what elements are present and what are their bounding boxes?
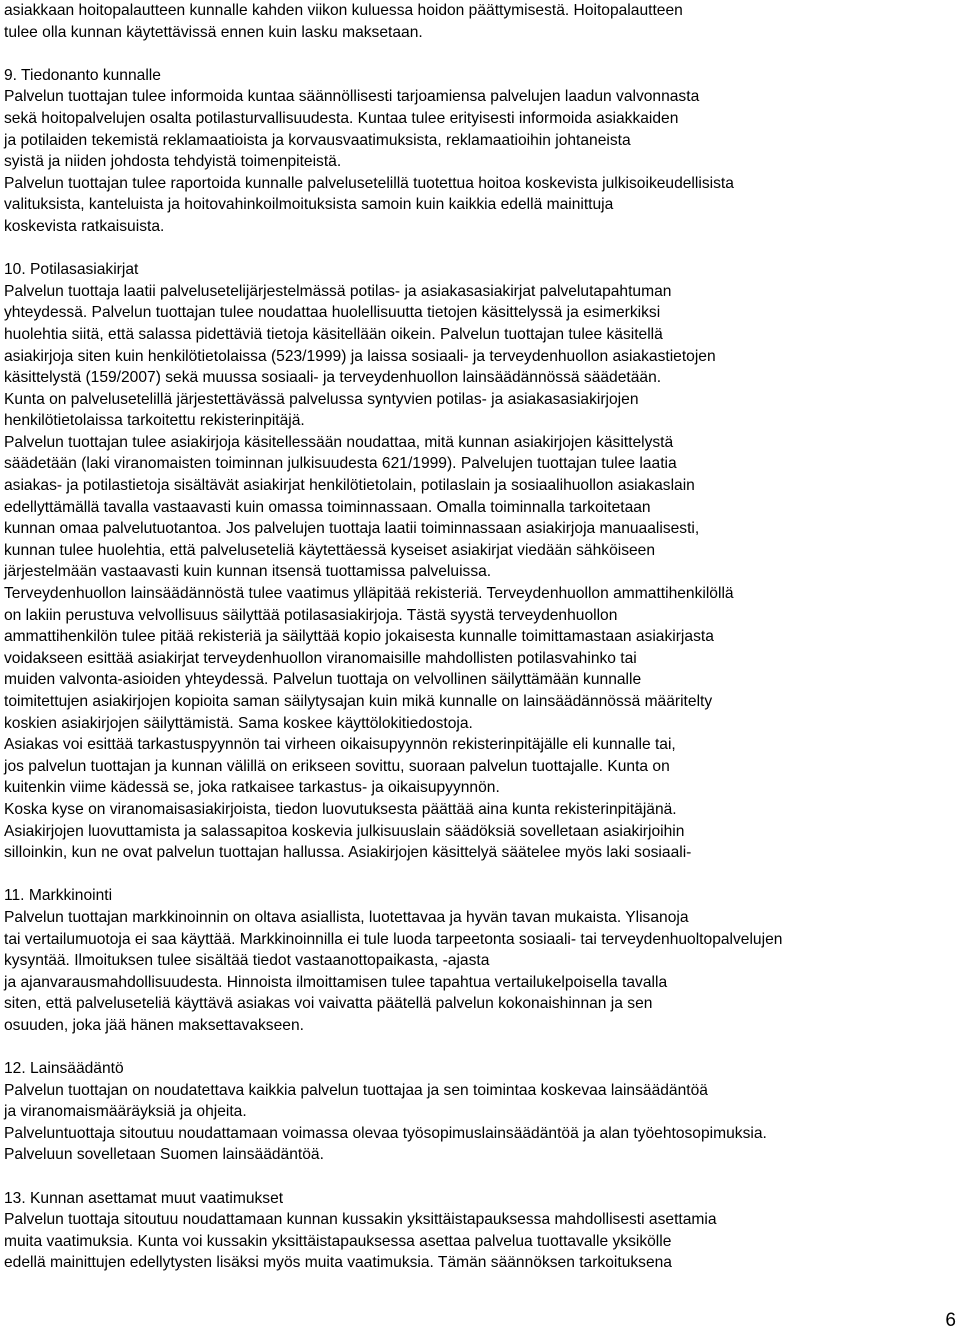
text-line: Asiakirjojen luovuttamista ja salassapitoa koskevia julkisuuslain säädöksiä sovelletaan asiakirjoihin xyxy=(4,822,685,840)
section-heading: 10. Potilasasiakirjat xyxy=(4,261,139,279)
text-line: muita vaatimuksia. Kunta voi kussakin yksittäistapauksessa asettaa palvelua tuottavalle yksikölle xyxy=(4,1232,672,1250)
text-line: asiakirjoja siten kuin henkilötietolaissa (523/1999) ja laissa sosiaali- ja terveydenhuollon asiakastietojen xyxy=(4,347,716,365)
text-line: kysyntää. Ilmoituksen tulee sisältää tiedot vastaanottopaikasta, -ajasta xyxy=(4,952,490,970)
text-line: silloinkin, kun ne ovat palvelun tuottajan hallussa. Asiakirjojen käsittelyä säätelee myös laki sosiaali- xyxy=(4,844,692,862)
section-9 xyxy=(4,65,944,238)
text-line: siten, että palveluseteliä käyttävä asiakas voi vaivatta päätellä palvelun kokonaishinnan ja sen xyxy=(4,995,653,1013)
text-line: asiakas- ja potilastietoja sisältävät asiakirjat henkilötietolain, potilaslain ja sosiaalihuollon asiakaslain xyxy=(4,477,695,495)
text-line: Palvelun tuottajan tulee informoida kuntaa säännöllisesti tarjoamiensa palvelujen laadun valvonnasta xyxy=(4,88,700,106)
text-line: ammattihenkilön tulee pitää rekisteriä ja säilyttää kopio jokaisesta kunnalle toimittamastaan asiakirjasta xyxy=(4,628,714,646)
text-line: jos palvelun tuottajan ja kunnan välillä on erikseen sovittu, suoraan palvelun tuottajalle. Kunta on xyxy=(4,757,670,775)
text-line: ja potilaiden tekemistä reklamaatioista ja korvausvaatimuksista, reklamaatioihin johtaneista xyxy=(4,131,631,149)
text-line: sekä hoitopalvelujen osalta potilasturvallisuudesta. Kuntaa tulee erityisesti informoida asiakkaiden xyxy=(4,109,679,127)
section-11 xyxy=(4,885,944,1036)
text-line: säädetään (laki viranomaisten toiminnan julkisuudesta 621/1999). Palvelujen tuottajan tulee laatia xyxy=(4,455,677,473)
text-line: ja ajanvarausmahdollisuudesta. Hinnoista ilmoittamisen tulee tapahtua vertailukelpoisella tavalla xyxy=(4,973,668,991)
text-line: edellyttämällä tavalla vastaavasti kuin omassa toiminnassaan. Omalla toiminnalla tarkoitetaan xyxy=(4,498,651,516)
text-line: syistä ja niiden johdosta tehdyistä toimenpiteistä. xyxy=(4,153,342,171)
text-line: asiakkaan hoitopalautteen kunnalle kahden viikon kuluessa hoidon päättymisestä. Hoitopalautteen xyxy=(4,2,683,19)
text-line: Koska kyse on viranomaisasiakirjoista, tiedon luovutuksesta päättää aina kunta rekisterinpitäjänä. xyxy=(4,800,677,818)
text-line: Asiakas voi esittää tarkastuspyynnön tai virheen oikaisupyynnön rekisterinpitäjälle eli kunnalle tai, xyxy=(4,736,676,754)
text-line: osuuden, joka jää hänen maksettavakseen. xyxy=(4,1016,304,1034)
text-line: ja viranomaismääräyksiä ja ohjeita. xyxy=(4,1103,247,1121)
section-heading: 11. Markkinointi xyxy=(4,887,113,905)
intro-paragraph xyxy=(4,0,944,43)
section-heading: 12. Lainsäädäntö xyxy=(4,1060,124,1078)
text-line: Palvelun tuottaja laatii palvelusetelijärjestelmässä potilas- ja asiakasasiakirjat palvelutapahtuman xyxy=(4,282,672,300)
text-line: henkilötietolaissa tarkoitettu rekisterinpitäjä. xyxy=(4,412,305,430)
section-heading: 9. Tiedonanto kunnalle xyxy=(4,66,161,84)
text-line: tai vertailumuotoja ei saa käyttää. Markkinoinnilla ei tule luoda tarpeetonta sosiaali- tai terveydenhuoltopalvelujen xyxy=(4,930,783,948)
text-line: Terveydenhuollon lainsäädännöstä tulee vaatimus ylläpitää rekisteriä. Terveydenhuollon ammattihenkilöllä xyxy=(4,585,734,603)
section-13 xyxy=(4,1188,944,1274)
text-line: edellä mainittujen edellytysten lisäksi myös muita vaatimuksia. Tämän säännöksen tarkoituksena xyxy=(4,1254,672,1272)
text-line: Palvelun tuottajan on noudatettava kaikkia palvelun tuottajaa ja sen toimintaa koskevaa lainsäädäntöä xyxy=(4,1081,708,1099)
text-line: Palvelun tuottajan tulee asiakirjoja käsitellessään noudattaa, mitä kunnan asiakirjojen käsittelystä xyxy=(4,433,674,451)
text-line: toimitettujen asiakirjojen kopioita saman säilytysajan kuin mikä kunnalle on lainsäädännössä määritelty xyxy=(4,693,713,710)
text-line: Palveluun sovelletaan Suomen lainsäädäntöä. xyxy=(4,1146,324,1164)
document-page xyxy=(4,0,944,1274)
text-line: järjestelmään vastaavasti kuin kunnan itsensä tuottamissa palveluissa. xyxy=(4,563,492,581)
section-12 xyxy=(4,1058,944,1166)
text-line: koskevista ratkaisuista. xyxy=(4,217,165,235)
text-line: Palvelun tuottajan tulee raportoida kunnalle palvelusetelillä tuotettua hoitoa koskevista julkisoikeudellisista xyxy=(4,174,734,192)
page-number: 6 xyxy=(945,1310,956,1331)
text-line: Palvelun tuottajan markkinoinnin on oltava asiallista, luotettavaa ja hyvän tavan mukaista. Ylisanoja xyxy=(4,908,689,926)
text-line: huolehtia siitä, että salassa pidettäviä tietoja käsitellään oikein. Palvelun tuottajan tulee käsitellä xyxy=(4,325,663,343)
text-line: kuitenkin viime kädessä se, joka ratkaisee tarkastus- ja oikaisupyynnön. xyxy=(4,779,500,797)
text-line: on lakiin perustuva velvollisuus säilyttää potilasasiakirjoja. Tästä syystä terveydenhuollon xyxy=(4,606,618,624)
text-line: yhteydessä. Palvelun tuottajan tulee noudattaa huolellisuutta tietojen käsittelyssä ja esimerkiksi xyxy=(4,304,661,322)
section-heading: 13. Kunnan asettamat muut vaatimukset xyxy=(4,1189,284,1207)
text-line: koskien asiakirjojen säilyttämistä. Sama koskee käyttölokitiedostoja. xyxy=(4,714,473,732)
text-line: voidakseen esittää asiakirjat terveydenhuollon viranomaisille mahdollisten potilasvahinko tai xyxy=(4,649,637,667)
text-line: valituksista, kanteluista ja hoitovahinkoilmoituksista samoin kuin kaikkia edellä mainittuja xyxy=(4,196,614,214)
text-line: kunnan omaa palvelutuotantoa. Jos palvelujen tuottaja laatii toiminnassaan asiakirjoja manuaalisesti, xyxy=(4,520,700,538)
text-line: Palveluntuottaja sitoutuu noudattamaan voimassa olevaa työsopimuslainsäädäntöä ja alan työehtosopimuksia. xyxy=(4,1124,767,1142)
text-line: Kunta on palvelusetelillä järjestettävässä palvelussa syntyvien potilas- ja asiakasasiakirjojen xyxy=(4,390,639,408)
text-line: Palvelun tuottaja sitoutuu noudattamaan kunnan kussakin yksittäistapauksessa mahdollisesti asettamia xyxy=(4,1211,717,1229)
text-line: muiden valvonta-asioiden yhteydessä. Palvelun tuottaja on velvollinen säilyttämään kunnalle xyxy=(4,671,642,689)
text-line: käsittelystä (159/2007) sekä muussa sosiaali- ja terveydenhuollon lainsäädännössä säädetään. xyxy=(4,369,662,387)
text-line: kunnan tulee huolehtia, että palveluseteliä käytettäessä kyseiset asiakirjat viedään sähköiseen xyxy=(4,541,656,559)
text-line: tulee olla kunnan käytettävissä ennen kuin lasku maksetaan. xyxy=(4,23,423,41)
section-10 xyxy=(4,259,944,864)
